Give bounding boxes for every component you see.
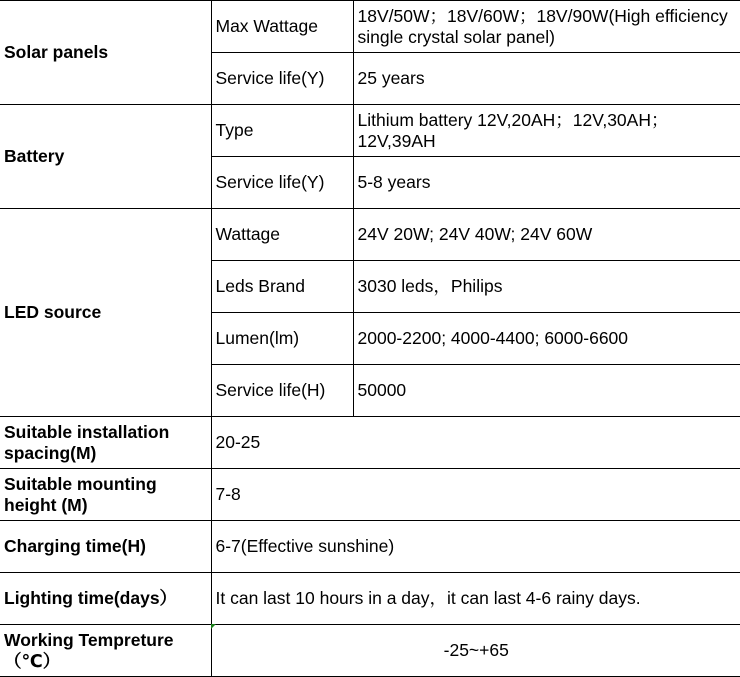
- table-row: [0, 625, 740, 677]
- value-installation-spacing: 20-25: [211, 417, 740, 469]
- value-working-temperature: -25~+65: [211, 625, 740, 677]
- param-max-wattage: Max Wattage: [211, 1, 353, 53]
- value-mounting-height: 7-8: [211, 469, 740, 521]
- value-battery-type: Lithium battery 12V,20AH；12V,30AH；12V,39AH: [353, 105, 740, 157]
- table-row: [0, 417, 740, 469]
- param-lumen: Lumen(lm): [211, 313, 353, 365]
- table-row: [0, 573, 740, 625]
- value-leds-brand: 3030 leds，Philips: [353, 261, 740, 313]
- table-row: [0, 469, 740, 521]
- section-label-led-source: LED source: [0, 209, 211, 417]
- label-installation-spacing: Suitable installation spacing(M): [0, 417, 211, 469]
- table-row: [0, 105, 740, 157]
- value-lighting-time: It can last 10 hours in a day，it can last 4-6 rainy days.: [211, 573, 740, 625]
- table-row: [0, 521, 740, 573]
- table-row: [0, 209, 740, 261]
- section-label-solar-panels: Solar panels: [0, 1, 211, 105]
- value-max-wattage: 18V/50W；18V/60W；18V/90W(High efficiency single crystal solar panel): [353, 1, 740, 53]
- value-solar-service-life: 25 years: [353, 53, 740, 105]
- value-battery-service-life: 5-8 years: [353, 157, 740, 209]
- section-label-battery: Battery: [0, 105, 211, 209]
- value-led-wattage: 24V 20W; 24V 40W; 24V 60W: [353, 209, 740, 261]
- label-mounting-height: Suitable mounting height (M): [0, 469, 211, 521]
- param-leds-brand: Leds Brand: [211, 261, 353, 313]
- label-charging-time: Charging time(H): [0, 521, 211, 573]
- table-row: [0, 1, 740, 53]
- param-solar-service-life: Service life(Y): [211, 53, 353, 105]
- param-battery-service-life: Service life(Y): [211, 157, 353, 209]
- label-lighting-time: Lighting time(days）: [0, 573, 211, 625]
- label-working-temperature: Working Tempreture （℃）: [0, 625, 211, 677]
- value-lumen: 2000-2200; 4000-4400; 6000-6600: [353, 313, 740, 365]
- cell-comment-marker: [211, 624, 216, 629]
- value-charging-time: 6-7(Effective sunshine): [211, 521, 740, 573]
- param-battery-type: Type: [211, 105, 353, 157]
- value-led-service-life: 50000: [353, 365, 740, 417]
- param-led-wattage: Wattage: [211, 209, 353, 261]
- param-led-service-life: Service life(H): [211, 365, 353, 417]
